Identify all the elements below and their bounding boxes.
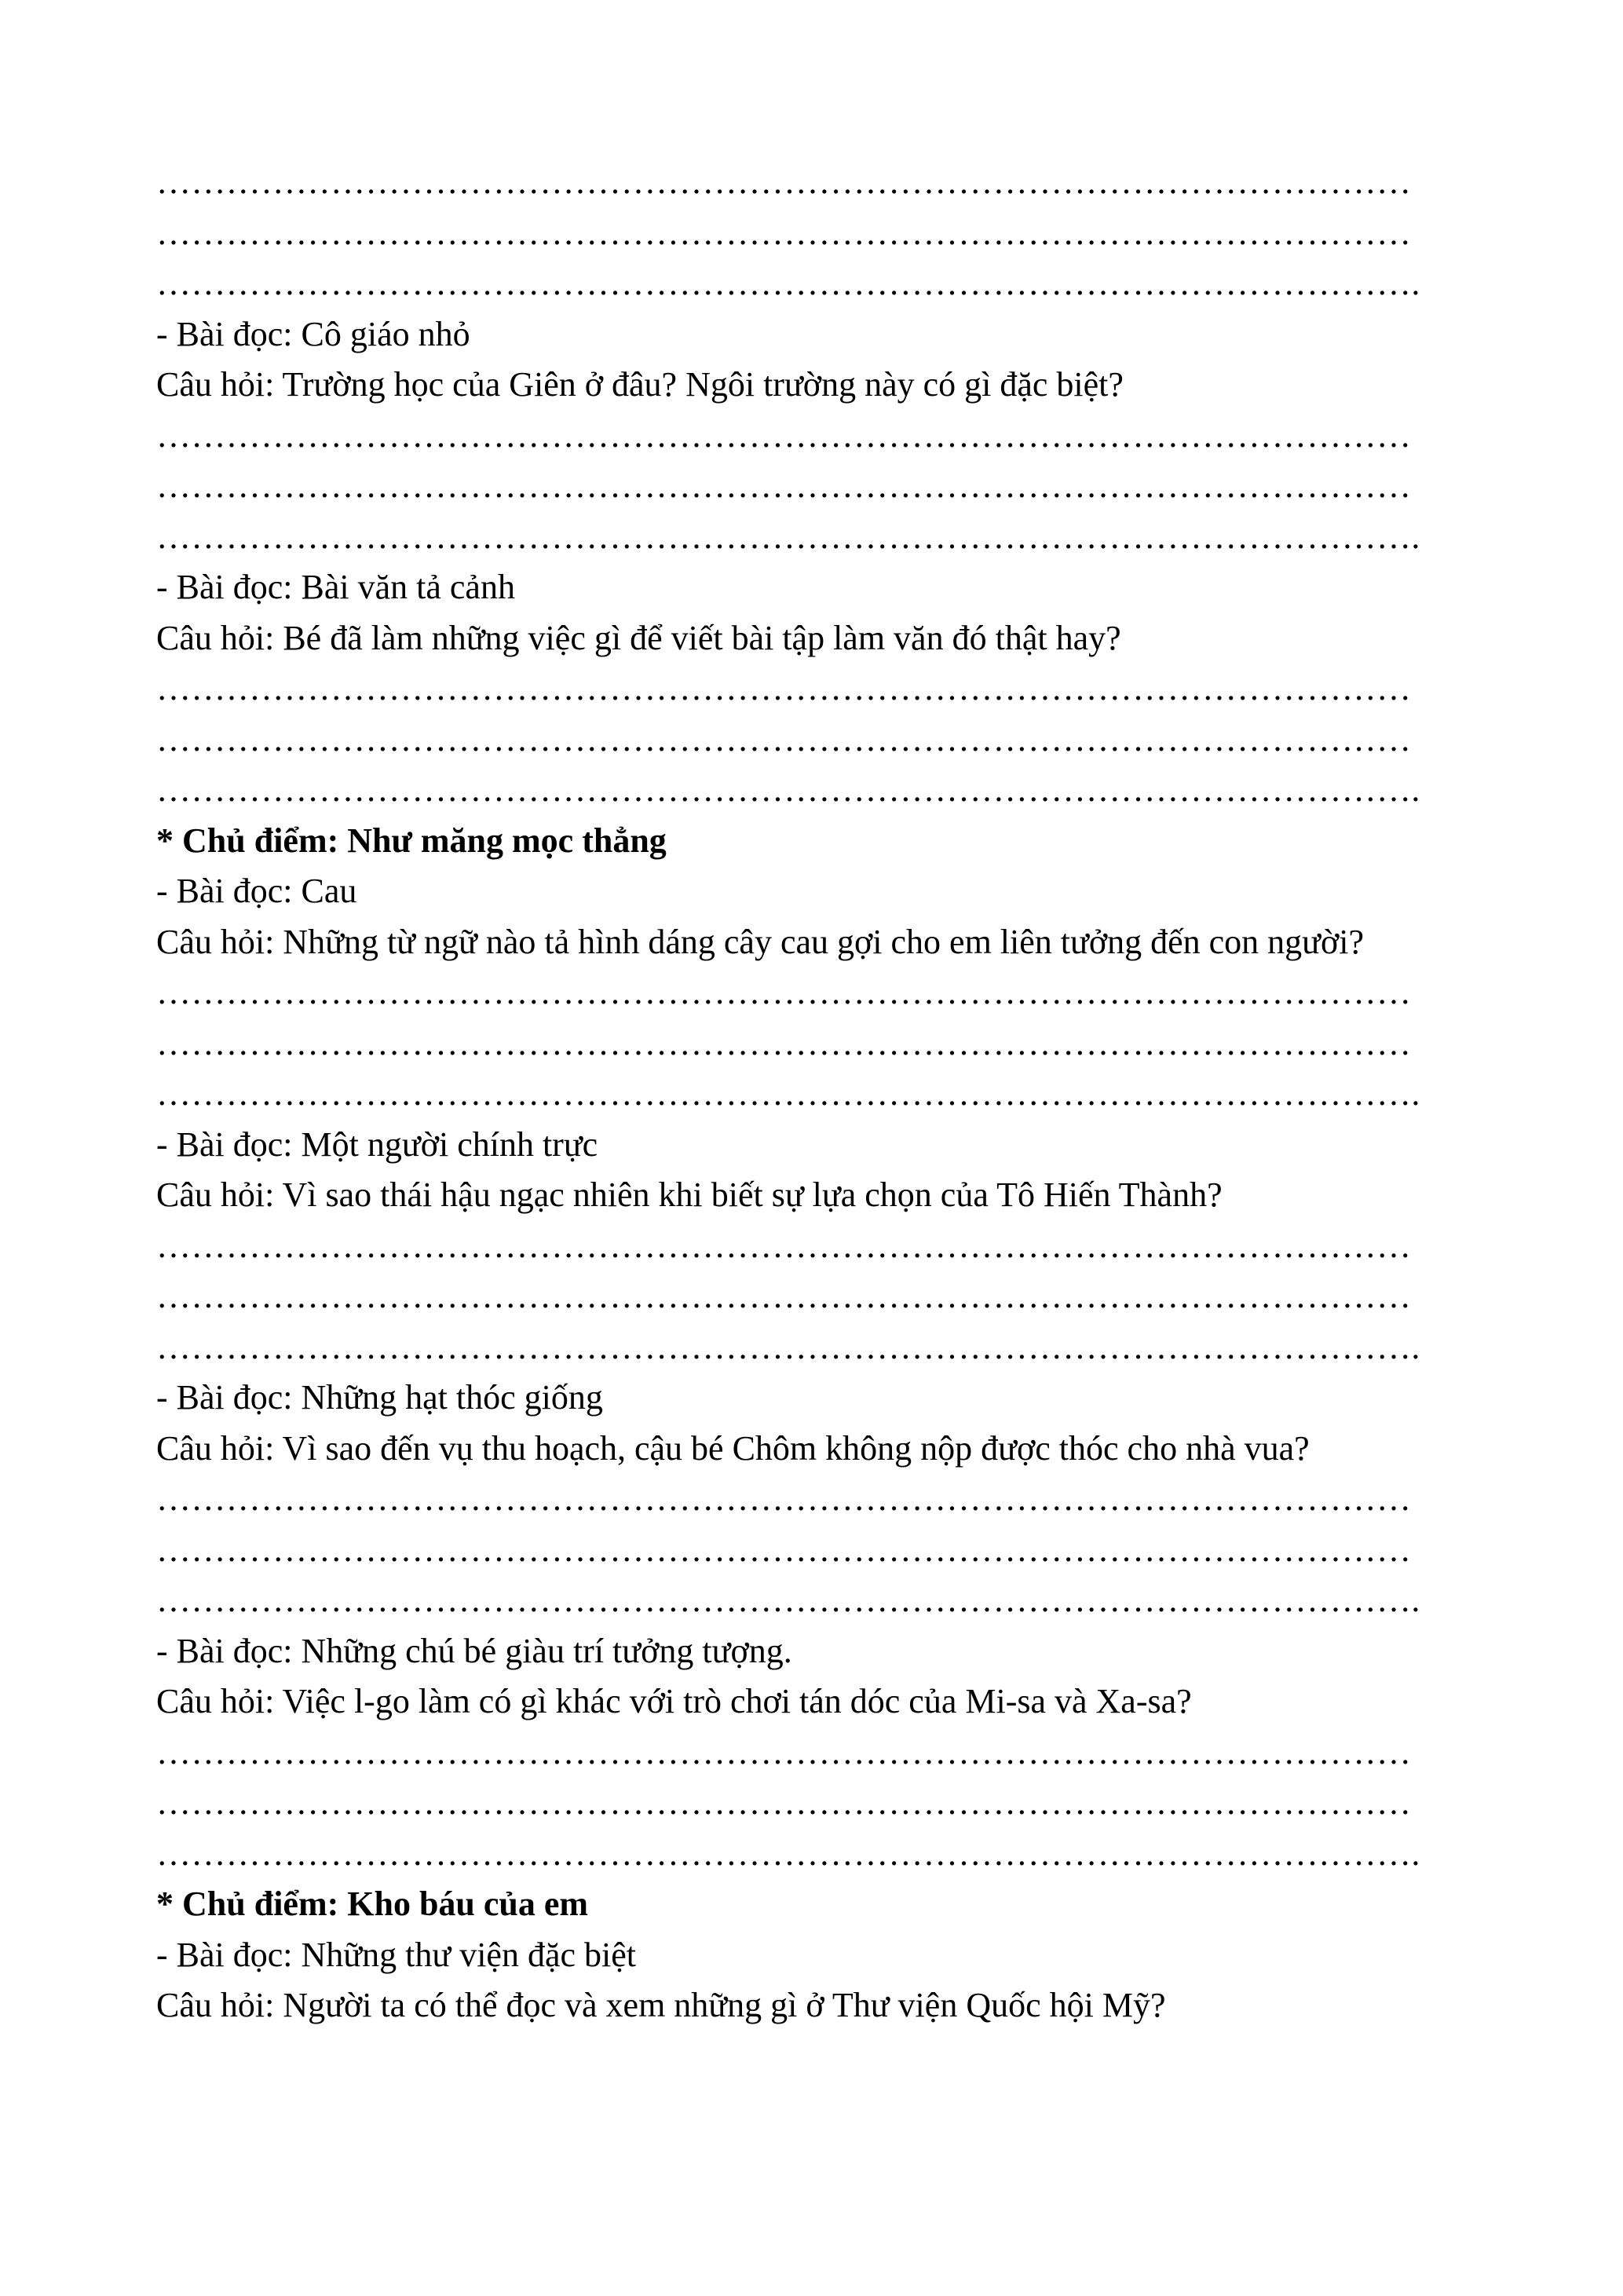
answer-line[interactable]: ………………………………………………………………………………………………. [156,1327,1420,1366]
answer-line[interactable]: ……………………………………………………………………………………………… [156,1783,1412,1822]
answer-line[interactable]: ……………………………………………………………………………………………… [156,1023,1412,1062]
answer-line[interactable]: ………………………………………………………………………………………………. [156,517,1420,556]
answer-line[interactable]: ………………………………………………………………………………………………. [156,264,1420,302]
reading-title: - Bài đọc: Những hạt thóc giống [156,1378,603,1417]
question-text: Câu hỏi: Trường học của Giên ở đâu? Ngôi trường này có gì đặc biệt? [156,365,1124,404]
answer-line[interactable]: ……………………………………………………………………………………………… [156,415,1412,455]
answer-line[interactable]: ………………………………………………………………………………………………. [156,770,1420,809]
question-text: Câu hỏi: Người ta có thể đọc và xem những gì ở Thư viện Quốc hội Mỹ? [156,1986,1166,2024]
answer-line[interactable]: ……………………………………………………………………………………………… [156,213,1412,252]
answer-line[interactable]: ……………………………………………………………………………………………… [156,719,1412,759]
question-text: Câu hỏi: Những từ ngữ nào tả hình dáng cây cau gợi cho em liên tưởng đến con người? [156,922,1365,961]
reading-title: - Bài đọc: Cau [156,872,357,910]
answer-line[interactable]: ……………………………………………………………………………………………… [156,466,1412,505]
answer-line[interactable]: ……………………………………………………………………………………………… [156,163,1412,201]
answer-line[interactable]: ……………………………………………………………………………………………… [156,1479,1412,1518]
question-text: Câu hỏi: Việc l-go làm có gì khác với trò chơi tán dóc của Mi-sa và Xa-sa? [156,1682,1192,1720]
question-text: Câu hỏi: Vì sao đến vụ thu hoạch, cậu bé Chôm không nộp được thóc cho nhà vua? [156,1428,1310,1468]
question-text: Câu hỏi: Vì sao thái hậu ngạc nhiên khi biết sự lựa chọn của Tô Hiến Thành? [156,1175,1223,1214]
answer-line[interactable]: ……………………………………………………………………………………………… [156,1226,1412,1265]
answer-line[interactable]: ………………………………………………………………………………………………. [156,1834,1420,1873]
reading-title: - Bài đọc: Những thư viện đặc biệt [156,1935,636,1974]
reading-title: - Bài đọc: Một người chính trực [156,1124,598,1164]
answer-line[interactable]: ……………………………………………………………………………………………… [156,1732,1412,1771]
theme-heading: * Chủ điểm: Như măng mọc thẳng [156,821,667,860]
answer-line[interactable]: ……………………………………………………………………………………………… [156,1530,1412,1569]
reading-title: - Bài đọc: Bài văn tả cảnh [156,568,515,606]
answer-line[interactable]: ………………………………………………………………………………………………. [156,1581,1420,1619]
answer-line[interactable]: ………………………………………………………………………………………………. [156,1074,1420,1113]
question-text: Câu hỏi: Bé đã làm những việc gì để viết bài tập làm văn đó thật hay? [156,618,1121,657]
answer-line[interactable]: ……………………………………………………………………………………………… [156,973,1412,1011]
worksheet-content [156,157,1476,2031]
reading-title: - Bài đọc: Những chú bé giàu trí tưởng tượng. [156,1631,792,1670]
answer-line[interactable]: ……………………………………………………………………………………………… [156,669,1412,707]
reading-title: - Bài đọc: Cô giáo nhỏ [156,314,470,353]
theme-heading: * Chủ điểm: Kho báu của em [156,1885,589,1923]
answer-line[interactable]: ……………………………………………………………………………………………… [156,1277,1412,1315]
